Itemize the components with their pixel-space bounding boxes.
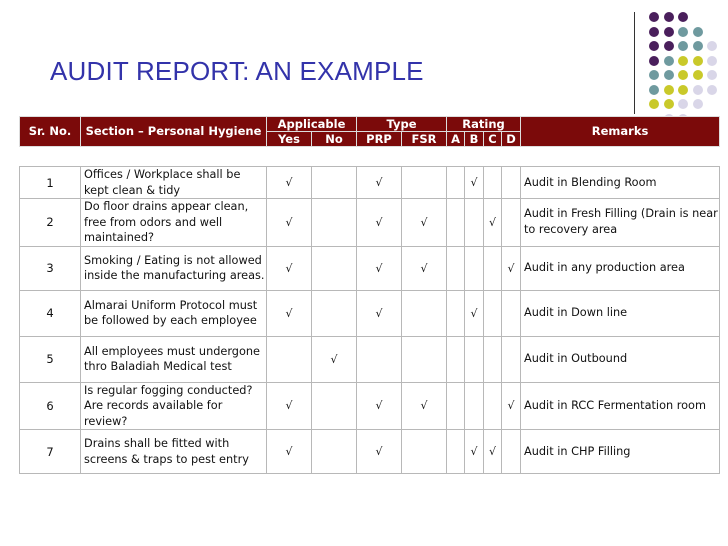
row-rating-d xyxy=(502,290,521,336)
row-number: 4 xyxy=(20,290,81,336)
decorative-dot xyxy=(678,85,688,95)
decorative-dot xyxy=(664,12,674,22)
row-rating-c xyxy=(484,246,502,290)
row-rating-b xyxy=(465,199,484,247)
decorative-dot xyxy=(707,41,717,51)
row-rating-d xyxy=(502,199,521,247)
row-rating-d: √ xyxy=(502,246,521,290)
decorative-dot xyxy=(649,41,659,51)
row-rating-b xyxy=(465,336,484,382)
decorative-dot xyxy=(678,12,688,22)
row-remarks: Audit in Outbound xyxy=(521,336,720,382)
row-remarks: Audit in Blending Room xyxy=(521,167,720,199)
decorative-dot xyxy=(678,56,688,66)
row-remarks: Audit in RCC Fermentation room xyxy=(521,382,720,430)
header-remarks: Remarks xyxy=(521,117,720,147)
row-type-fsr xyxy=(402,336,447,382)
decorative-dot xyxy=(678,99,688,109)
row-applicable-no xyxy=(312,382,357,430)
table-row xyxy=(20,290,720,336)
row-rating-c xyxy=(484,290,502,336)
row-section: Almarai Uniform Protocol must be followed by each employee xyxy=(81,290,267,336)
row-applicable-yes: √ xyxy=(267,167,312,199)
row-type-prp: √ xyxy=(357,167,402,199)
decorative-dot xyxy=(693,27,703,37)
header-applicable: Applicable xyxy=(267,117,357,132)
row-applicable-no xyxy=(312,430,357,474)
decorative-dot xyxy=(707,56,717,66)
row-type-fsr xyxy=(402,290,447,336)
row-rating-a xyxy=(447,167,465,199)
decorative-dot xyxy=(693,70,703,80)
row-rating-b: √ xyxy=(465,290,484,336)
header-rating: Rating xyxy=(447,117,521,132)
table-row xyxy=(20,199,720,247)
header-prp: PRP xyxy=(357,132,402,147)
row-type-prp: √ xyxy=(357,246,402,290)
row-type-prp: √ xyxy=(357,290,402,336)
row-rating-b: √ xyxy=(465,167,484,199)
header-sr-no: Sr. No. xyxy=(20,117,81,147)
row-rating-c: √ xyxy=(484,199,502,247)
header-rating-b: B xyxy=(465,132,484,147)
row-rating-d xyxy=(502,336,521,382)
row-remarks: Audit in Fresh Filling (Drain is near to recovery area xyxy=(521,199,720,247)
row-type-prp: √ xyxy=(357,382,402,430)
header-rating-d: D xyxy=(502,132,521,147)
decorative-dot xyxy=(693,56,703,66)
page-title: AUDIT REPORT: AN EXAMPLE xyxy=(50,56,424,86)
row-type-prp xyxy=(357,336,402,382)
row-rating-a xyxy=(447,430,465,474)
row-rating-b xyxy=(465,382,484,430)
decorative-dot xyxy=(649,12,659,22)
header-rating-c: C xyxy=(484,132,502,147)
decorative-dot xyxy=(693,85,703,95)
row-number: 2 xyxy=(20,199,81,247)
header-no: No xyxy=(312,132,357,147)
row-applicable-yes: √ xyxy=(267,246,312,290)
table-row xyxy=(20,430,720,474)
decorative-dot xyxy=(707,70,717,80)
row-remarks: Audit in CHP Filling xyxy=(521,430,720,474)
decorative-dot xyxy=(649,27,659,37)
decorative-dot xyxy=(693,99,703,109)
decorative-dot xyxy=(693,41,703,51)
row-applicable-no xyxy=(312,167,357,199)
row-rating-c xyxy=(484,382,502,430)
row-applicable-no xyxy=(312,199,357,247)
row-type-prp: √ xyxy=(357,430,402,474)
row-number: 3 xyxy=(20,246,81,290)
decorative-dot xyxy=(664,27,674,37)
table-row xyxy=(20,167,720,199)
row-type-prp: √ xyxy=(357,199,402,247)
row-section: Offices / Workplace shall be kept clean & tidy xyxy=(81,167,267,199)
row-remarks: Audit in Down line xyxy=(521,290,720,336)
header-type: Type xyxy=(357,117,447,132)
row-section: Do floor drains appear clean, free from odors and well maintained? xyxy=(81,199,267,247)
decorative-dot xyxy=(678,70,688,80)
row-applicable-yes: √ xyxy=(267,199,312,247)
row-rating-a xyxy=(447,290,465,336)
table-row xyxy=(20,382,720,430)
row-rating-d xyxy=(502,430,521,474)
row-type-fsr xyxy=(402,167,447,199)
row-rating-c: √ xyxy=(484,430,502,474)
header-rating-a: A xyxy=(447,132,465,147)
audit-table xyxy=(19,166,720,474)
row-type-fsr: √ xyxy=(402,246,447,290)
divider-line xyxy=(634,12,635,114)
row-applicable-no xyxy=(312,246,357,290)
decorative-dot xyxy=(664,70,674,80)
row-rating-d xyxy=(502,167,521,199)
decorative-dot xyxy=(664,41,674,51)
row-applicable-no xyxy=(312,290,357,336)
row-rating-c xyxy=(484,336,502,382)
row-rating-b xyxy=(465,246,484,290)
decorative-dot xyxy=(649,56,659,66)
row-remarks: Audit in any production area xyxy=(521,246,720,290)
header-fsr: FSR xyxy=(402,132,447,147)
decorative-dot xyxy=(707,85,717,95)
row-rating-a xyxy=(447,336,465,382)
table-row xyxy=(20,336,720,382)
table-row xyxy=(20,246,720,290)
row-section: Is regular fogging conducted? Are records available for review? xyxy=(81,382,267,430)
row-applicable-yes: √ xyxy=(267,430,312,474)
row-number: 6 xyxy=(20,382,81,430)
row-section: All employees must undergone thro Baladiah Medical test xyxy=(81,336,267,382)
row-section: Smoking / Eating is not allowed inside the manufacturing areas. xyxy=(81,246,267,290)
row-rating-c xyxy=(484,167,502,199)
header-section: Section – Personal Hygiene xyxy=(81,117,267,147)
row-applicable-no: √ xyxy=(312,336,357,382)
row-rating-a xyxy=(447,246,465,290)
row-rating-a xyxy=(447,199,465,247)
decorative-dot xyxy=(678,41,688,51)
row-number: 5 xyxy=(20,336,81,382)
header-table xyxy=(19,116,720,147)
decorative-dot xyxy=(664,56,674,66)
row-rating-d: √ xyxy=(502,382,521,430)
row-type-fsr: √ xyxy=(402,199,447,247)
row-type-fsr xyxy=(402,430,447,474)
decorative-dot xyxy=(649,70,659,80)
decorative-dot xyxy=(678,27,688,37)
decorative-dot xyxy=(649,85,659,95)
row-rating-b: √ xyxy=(465,430,484,474)
row-type-fsr: √ xyxy=(402,382,447,430)
row-section: Drains shall be fitted with screens & traps to pest entry xyxy=(81,430,267,474)
decorative-dot xyxy=(664,99,674,109)
row-applicable-yes: √ xyxy=(267,290,312,336)
row-number: 1 xyxy=(20,167,81,199)
row-number: 7 xyxy=(20,430,81,474)
decorative-dot xyxy=(664,85,674,95)
header-yes: Yes xyxy=(267,132,312,147)
row-applicable-yes: √ xyxy=(267,382,312,430)
decorative-dot xyxy=(649,99,659,109)
row-rating-a xyxy=(447,382,465,430)
row-applicable-yes xyxy=(267,336,312,382)
